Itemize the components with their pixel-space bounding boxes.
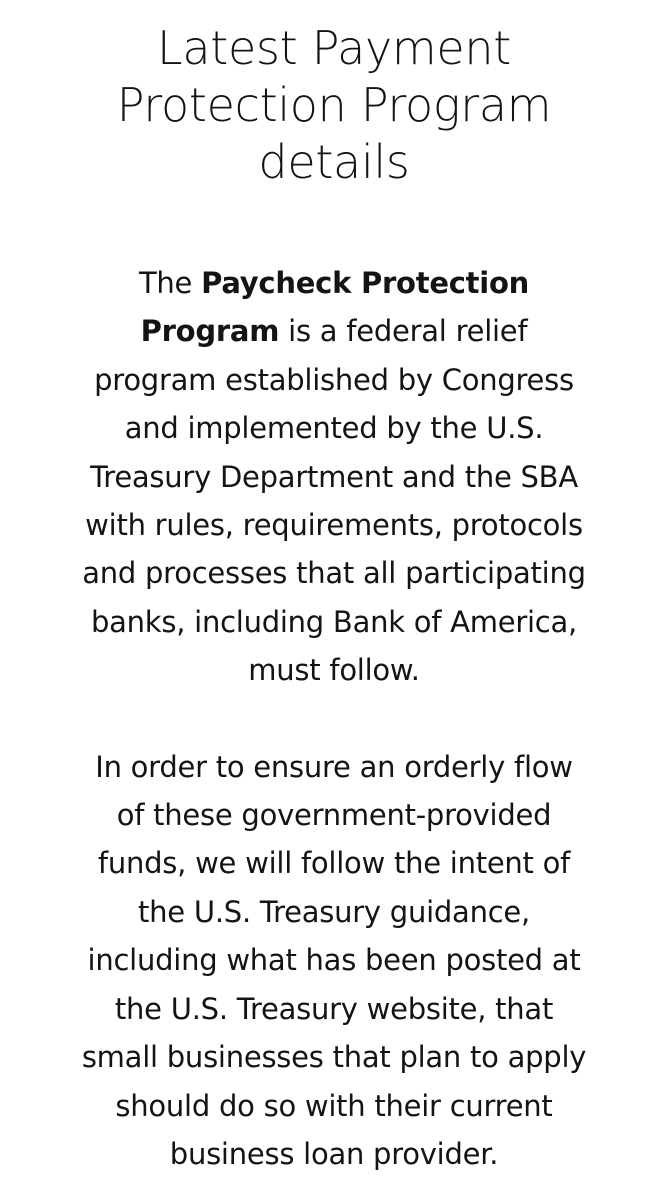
- paragraph-line: program established by Congress: [94, 362, 574, 397]
- paragraph-line: small businesses that plan to apply: [81, 1040, 587, 1075]
- treasury-guidance-paragraph: [44, 743, 624, 1179]
- page-title-line: Latest Payment: [157, 21, 511, 75]
- program-name-emphasis: Program: [140, 314, 280, 349]
- program-description-paragraph: [44, 259, 624, 695]
- paragraph-line: [44, 307, 624, 355]
- paragraph-line: must follow.: [248, 653, 420, 688]
- paragraph-line: In order to ensure an orderly flow: [95, 749, 573, 784]
- paragraph-line: should do so with their current: [115, 1088, 553, 1123]
- paragraph-line: and processes that all participating: [82, 556, 586, 591]
- page-title: [44, 20, 624, 191]
- paragraph-line: the U.S. Treasury website, that: [114, 991, 554, 1026]
- page-title-line: Protection Program: [116, 78, 552, 132]
- program-name-emphasis: Paycheck Protection: [201, 266, 530, 300]
- paragraph-line: banks, including Bank of America,: [90, 604, 577, 639]
- paragraph-text: is a federal relief: [288, 314, 528, 349]
- paragraph-line: with rules, requirements, protocols: [85, 508, 583, 543]
- paragraph-line: including what has been posted at: [87, 943, 581, 978]
- paragraph-line: funds, we will follow the intent of: [97, 846, 571, 881]
- paragraph-line: business loan provider.: [169, 1136, 499, 1171]
- paragraph-line: of these government-provided: [116, 798, 552, 833]
- page-title-line: details: [258, 135, 410, 189]
- paragraph-line: Treasury Department and the SBA: [90, 459, 578, 494]
- paragraph-line: and implemented by the U.S.: [124, 411, 544, 446]
- paragraph-line: the U.S. Treasury guidance,: [138, 894, 530, 929]
- paragraph-text: The: [138, 266, 193, 300]
- paragraph-line: [44, 259, 624, 307]
